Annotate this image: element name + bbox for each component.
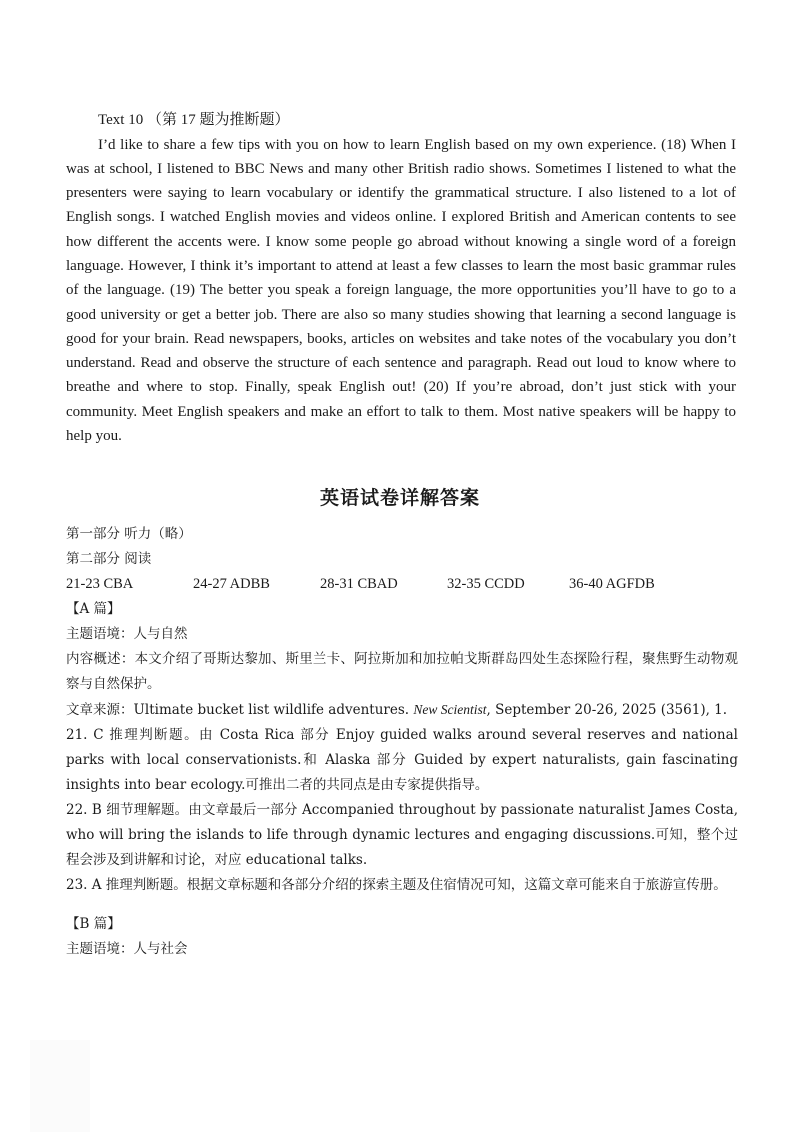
part1-heading: 第一部分 听力（略） — [66, 526, 192, 542]
answer-key-item: 32-35 CCDD — [447, 576, 525, 592]
text10-heading: Text 10 （第 17 题为推断题） — [98, 112, 290, 128]
text10-section — [66, 108, 736, 448]
part2-heading: 第二部分 阅读 — [66, 551, 152, 567]
answer-key-item: 28-31 CBAD — [320, 576, 398, 592]
question-23-explanation: 23. A 推理判断题。根据文章标题和各部分介绍的探索主题及住宿情况可知，这篇文章可能来自于旅游宣传册。 — [66, 877, 727, 893]
section-a-theme: 主题语境：人与自然 — [66, 626, 188, 642]
answer-key-item: 36-40 AGFDB — [569, 576, 655, 592]
text10-body: I’d like to share a few tips with you on how to learn English based on my own experience. (18) When I was at school, I listened to BBC News and many other British radio shows. Sometimes I listened to what the presenters were saying to learn vocabulary or identify the grammatical structure. I also listened to a lot of English songs. I watched English movies and videos online. I explored British and American contents to see how different the accents were. I know some people go abroad without knowing a single word of a foreign language. However, I think it’s important to attend at least a few classes to learn the most basic grammar rules of the language. (19) The better you speak a foreign language, the more opportunities you’ll have to go to a good university or get a better job. There are also so many studies showing that learning a second language is good for your brain. Read newspapers, books, articles on websites and take notes of the vocabulary you don’t understand. Read and observe the structure of each sentence and paragraph. Read out loud to know where to breathe and where to stop. Finally, speak English out! (20) If you’re abroad, don’t just stick with your community. Meet English speakers and make an effort to talk to them. Most native speakers will be happy to help you. — [66, 136, 736, 445]
answer-key-row — [66, 572, 726, 597]
section-b-label: 【B 篇】 — [66, 916, 121, 932]
source-journal: New Scientist — [413, 702, 487, 717]
section-a-source — [66, 697, 738, 723]
question-22-explanation: 22. B 细节理解题。由文章最后一部分 Accompanied throughout by passionate naturalist James Costa, who will bring the islands to life through dynamic lectures and engaging discussions.可知，整个过程会涉及到讲解和讨论，对应 educational talks. — [66, 802, 738, 868]
source-prefix: 文章来源：Ultimate bucket list wildlife adventures. — [66, 702, 414, 718]
answer-key-item: 21-23 CBA — [66, 576, 134, 592]
section-a-summary: 内容概述：本文介绍了哥斯达黎加、斯里兰卡、阿拉斯加和加拉帕戈斯群岛四处生态探险行程，聚焦野生动物观察与自然保护。 — [66, 651, 738, 692]
section-a-label: 【A 篇】 — [66, 601, 121, 617]
spacer — [66, 898, 738, 912]
question-21-explanation: 21. C 推理判断题。由 Costa Rica 部分 Enjoy guided walks around several reserves and national parks with local conservationists.和 Alaska 部分 Guided by expert naturalists, gain fascinating insights into bear ecology.可推出二者的共同点是由专家提供指导。 — [66, 727, 738, 793]
answer-key-item: 24-27 ADBB — [193, 576, 270, 592]
answers-title: 英语试卷详解答案 — [319, 487, 480, 509]
answers-section — [66, 522, 738, 962]
section-b-theme: 主题语境：人与社会 — [66, 941, 188, 957]
source-suffix: , September 20-26, 2025 (3561), 1. — [486, 702, 728, 718]
scan-smudge — [30, 1040, 90, 1132]
